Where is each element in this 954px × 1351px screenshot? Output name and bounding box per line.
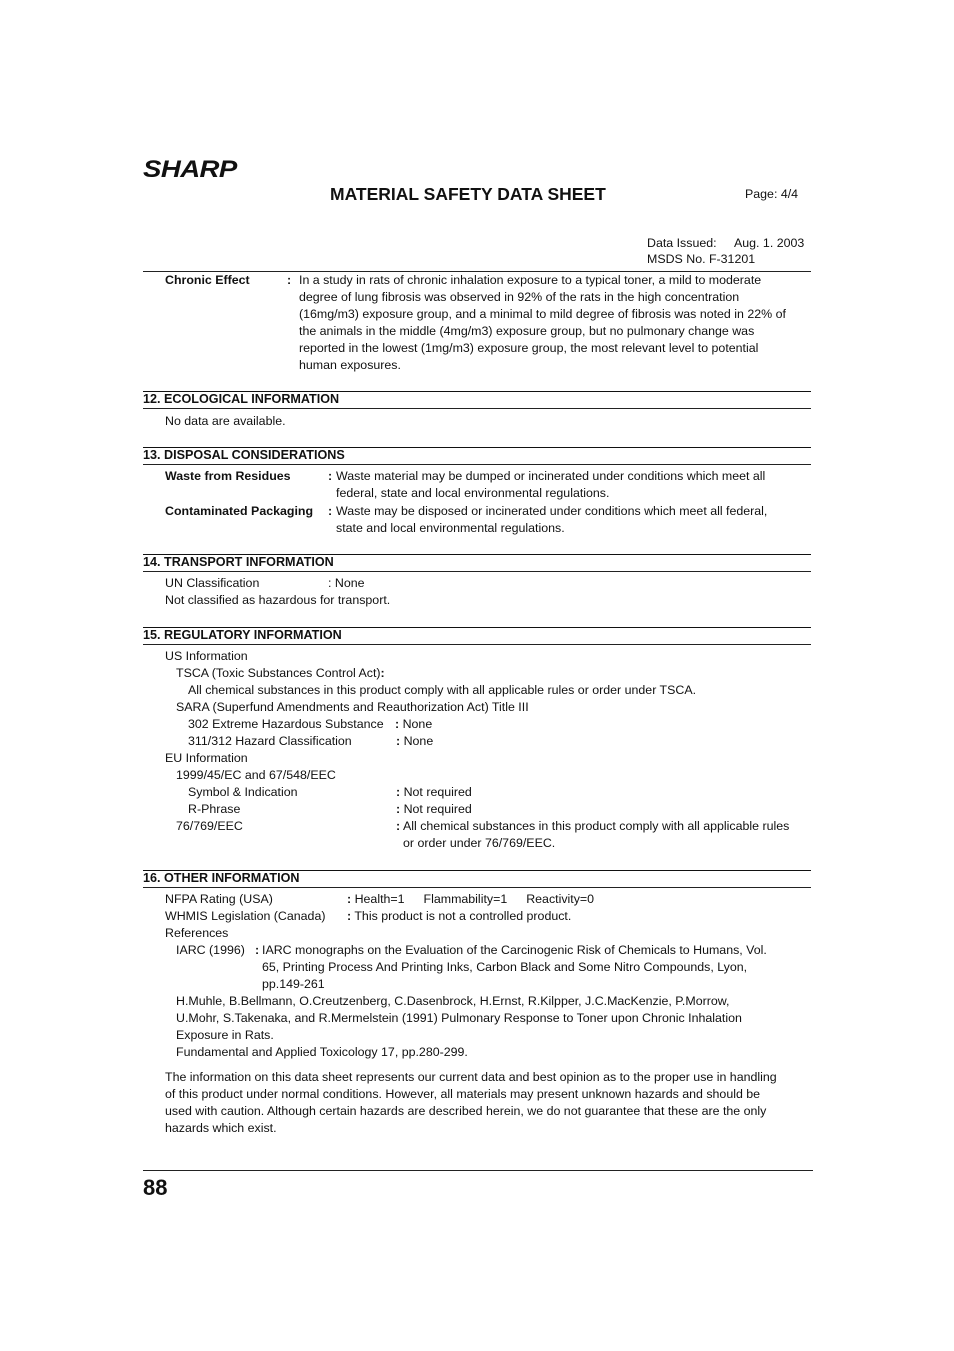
- chronic-effect-colon: :: [287, 273, 292, 287]
- packaging-label: Contaminated Packaging: [165, 504, 314, 518]
- tsca-heading: TSCA (Toxic Substances Control Act):: [176, 666, 385, 680]
- section-12-heading: 12. ECOLOGICAL INFORMATION: [143, 392, 340, 406]
- page-indicator: Page: 4/4: [745, 187, 799, 201]
- tsca-text: All chemical substances in this product comply with all applicable rules or order under TSCA.: [188, 683, 697, 697]
- sara-302-value: : None: [395, 717, 433, 731]
- sara-302-label: 302 Extreme Hazardous Substance: [188, 717, 384, 731]
- document-title: MATERIAL SAFETY DATA SHEET: [330, 184, 606, 204]
- whmis-value: : This product is not a controlled product.: [347, 909, 572, 923]
- page-number: 88: [143, 1175, 168, 1200]
- waste-label: Waste from Residues: [165, 469, 291, 483]
- iarc-label: IARC (1996): [176, 943, 245, 957]
- waste-colon: :: [328, 469, 333, 483]
- section-13-heading: 13. DISPOSAL CONSIDERATIONS: [143, 448, 345, 462]
- un-classification-value: : None: [328, 576, 365, 590]
- symbol-label: Symbol & Indication: [188, 785, 298, 799]
- us-information: US Information: [165, 649, 248, 663]
- eec-label: 76/769/EEC: [176, 819, 243, 833]
- section-12-bottom-rule: [143, 408, 811, 409]
- symbol-value: : Not required: [396, 785, 472, 799]
- data-issued-value: Aug. 1. 2003: [734, 236, 805, 250]
- footer-rule: [143, 1170, 813, 1171]
- whmis-label: WHMIS Legislation (Canada): [165, 909, 326, 923]
- section-14-bottom-rule: [143, 571, 811, 572]
- sara-311-value: : None: [396, 734, 434, 748]
- section-15-bottom-rule: [143, 644, 811, 645]
- packaging-colon: :: [328, 504, 333, 518]
- references-heading: References: [165, 926, 229, 940]
- chronic-effect-text: In a study in rats of chronic inhalation exposure to a typical toner, a mild to moderate degree of lung fibrosis was observed in 92% of the rats in the high concentration (16mg/m3) exposure group, and a minimal to mild degree of fibrosis was noted in 22% of the animals in the middle (4mg/m3) exposure group, but no pulmonary change was reported in the lowest (1mg/m3) exposure group, the most relevant level to potential human exposures.: [299, 273, 786, 372]
- eec-text: All chemical substances in this product comply with all applicable rules or order under 76/769/EEC.: [403, 819, 790, 850]
- chronic-effect-label: Chronic Effect: [165, 273, 250, 287]
- transport-note: Not classified as hazardous for transport.: [165, 593, 391, 607]
- disclaimer: The information on this data sheet represents our current data and best opinion as to the proper use in handling of this product under normal conditions. However, all materials may present unknown hazards and should be used with caution. Although certain hazards are described herein, we do not guarantee that these are the only hazards which exist.: [165, 1070, 777, 1135]
- eu-directive: 1999/45/EC and 67/548/EEC: [176, 768, 336, 782]
- rphrase-value: : Not required: [396, 802, 472, 816]
- section-16-heading: 16. OTHER INFORMATION: [143, 871, 300, 885]
- section-13-bottom-rule: [143, 464, 811, 465]
- ecological-text: No data are available.: [165, 414, 286, 428]
- waste-text: Waste material may be dumped or incinerated under conditions which meet all federal, state and local environmental regulations.: [336, 469, 766, 500]
- nfpa-label: NFPA Rating (USA): [165, 892, 273, 906]
- muhle-reference: H.Muhle, B.Bellmann, O.Creutzenberg, C.Dasenbrock, H.Ernst, R.Kilpper, J.C.MacKenzie, P.Morrow, U.Mohr, S.Takenaka, and R.Mermelstein (1991) Pulmonary Response to Toner upon Chronic Inhalation Exposure in Rats.: [176, 994, 742, 1042]
- rphrase-label: R-Phrase: [188, 802, 241, 816]
- iarc-colon: :: [255, 943, 260, 957]
- eu-information: EU Information: [165, 751, 248, 765]
- section-15-heading: 15. REGULATORY INFORMATION: [143, 628, 342, 642]
- fundamental-reference: Fundamental and Applied Toxicology 17, pp.280-299.: [176, 1045, 468, 1059]
- un-classification-label: UN Classification: [165, 576, 260, 590]
- section-14-heading: 14. TRANSPORT INFORMATION: [143, 555, 334, 569]
- sharp-logo: SHARP: [143, 156, 237, 183]
- section-16-bottom-rule: [143, 887, 811, 888]
- packaging-text: Waste may be disposed or incinerated under conditions which meet all federal, state and local environmental regulations.: [336, 504, 768, 535]
- iarc-text: IARC monographs on the Evaluation of the Carcinogenic Risk of Chemicals to Humans, Vol. 65, Printing Process And Printing Inks, Carbon Black and Some Nitro Compounds, Lyon, pp.149-261: [262, 943, 767, 991]
- sara-heading: SARA (Superfund Amendments and Reauthorization Act) Title III: [176, 700, 529, 714]
- data-issued-label: Data Issued:: [647, 236, 717, 250]
- sara-311-label: 311/312 Hazard Classification: [188, 734, 352, 748]
- eec-colon: :: [396, 819, 401, 833]
- msds-number: MSDS No. F-31201: [647, 252, 756, 266]
- nfpa-values: : Health=1 Flammability=1 Reactivity=0: [347, 892, 595, 906]
